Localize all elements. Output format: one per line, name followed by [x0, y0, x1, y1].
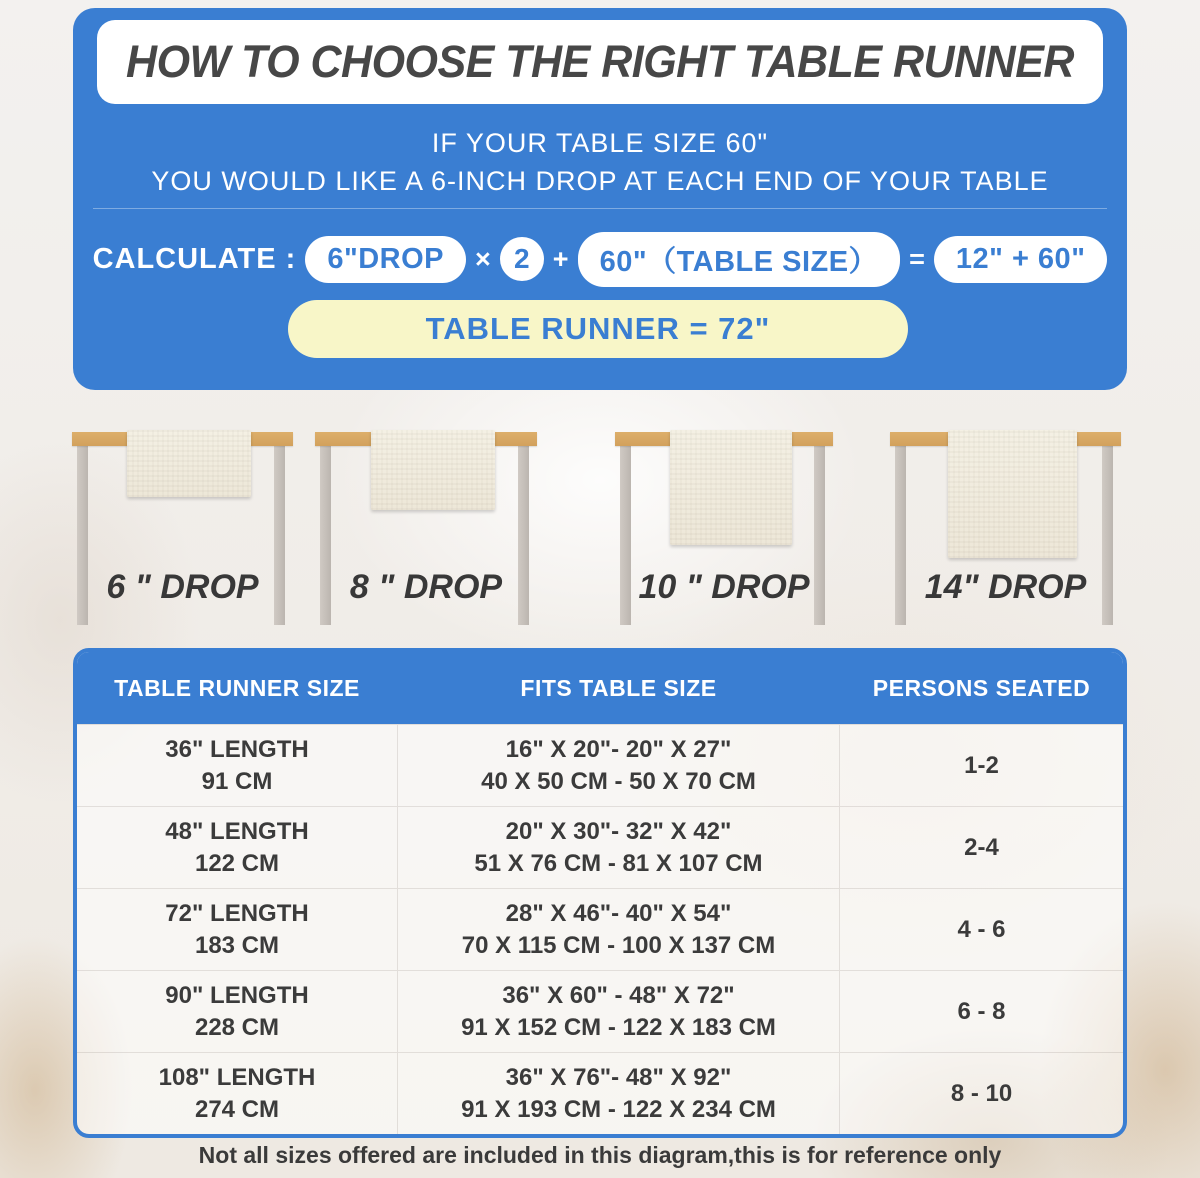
fits-size-cm: 51 X 76 CM - 81 X 107 CM	[474, 849, 763, 877]
drop-pill: 6"DROP	[305, 236, 466, 283]
column-header-fits-table-size: FITS TABLE SIZE	[520, 674, 717, 701]
persons-cell: 2-4	[964, 833, 999, 861]
fits-size-cell	[397, 807, 840, 888]
runner-size-cell	[77, 725, 397, 806]
runner-size-inches: 90" LENGTH	[165, 982, 309, 1010]
size-chart	[73, 648, 1127, 1138]
table-figure-10-drop	[615, 430, 833, 645]
equals-operator: =	[909, 243, 925, 274]
persons-cell: 6 - 8	[957, 997, 1006, 1025]
calculation-row	[73, 234, 1127, 284]
table-row	[77, 724, 1123, 806]
page-title: HOW TO CHOOSE THE RIGHT TABLE RUNNER	[126, 36, 1074, 87]
size-chart-header	[77, 652, 1123, 724]
table-figure-14-drop	[890, 430, 1121, 645]
runner-size-inches: 108" LENGTH	[158, 1064, 316, 1092]
fits-size-inches: 36" X 76"- 48" X 92"	[505, 1064, 732, 1092]
divider	[93, 208, 1107, 209]
intro-line-2: YOU WOULD LIKE A 6-INCH DROP AT EACH END OF YOUR TABLE	[151, 166, 1049, 196]
drop-label: 6 " DROP	[106, 568, 259, 606]
fits-size-inches: 20" X 30"- 32" X 42"	[505, 818, 732, 846]
sum-pill: 12" + 60"	[934, 236, 1108, 283]
table-figure-8-drop	[315, 430, 537, 645]
runner-size-cell	[77, 807, 397, 888]
runner-size-cm: 122 CM	[194, 849, 280, 877]
runner-illustration	[948, 430, 1077, 558]
title-card	[97, 20, 1103, 104]
hero-banner	[73, 8, 1127, 390]
fits-size-cm: 91 X 193 CM - 122 X 234 CM	[461, 1095, 776, 1123]
fits-size-cell	[397, 1053, 840, 1134]
drop-label: 14" DROP	[924, 568, 1087, 606]
fits-size-inches: 28" X 46"- 40" X 54"	[505, 900, 732, 928]
column-header-persons-seated: PERSONS SEATED	[872, 674, 1091, 701]
fits-size-cell	[397, 725, 840, 806]
runner-illustration	[371, 430, 495, 510]
drop-label: 10 " DROP	[638, 568, 810, 606]
fits-size-cm: 40 X 50 CM - 50 X 70 CM	[481, 767, 756, 795]
table-row	[77, 970, 1123, 1052]
persons-cell: 4 - 6	[957, 915, 1006, 943]
runner-size-inches: 48" LENGTH	[165, 818, 309, 846]
times-operator: ×	[475, 243, 491, 274]
drop-label: 8 " DROP	[349, 568, 503, 606]
fits-size-cell	[397, 971, 840, 1052]
fits-size-cm: 91 X 152 CM - 122 X 183 CM	[461, 1013, 776, 1041]
runner-illustration	[127, 430, 251, 497]
runner-size-cell	[77, 971, 397, 1052]
fits-size-inches: 16" X 20"- 20" X 27"	[505, 736, 732, 764]
table-size-pill: 60"（TABLE SIZE）	[578, 232, 901, 287]
fits-size-inches: 36" X 60" - 48" X 72"	[502, 982, 735, 1010]
table-figure-6-drop	[72, 430, 293, 645]
table-row	[77, 806, 1123, 888]
runner-size-cell	[77, 1053, 397, 1134]
fits-size-cm: 70 X 115 CM - 100 X 137 CM	[461, 931, 776, 959]
runner-size-inches: 72" LENGTH	[165, 900, 309, 928]
runner-illustration	[670, 430, 792, 545]
column-header-runner-size: TABLE RUNNER SIZE	[114, 674, 360, 701]
plus-operator: +	[552, 243, 569, 274]
runner-size-cm: 274 CM	[194, 1095, 280, 1123]
runner-size-cm: 183 CM	[194, 931, 280, 959]
persons-cell: 1-2	[964, 751, 999, 779]
fits-size-cell	[397, 889, 840, 970]
persons-cell: 8 - 10	[950, 1079, 1013, 1107]
footnote: Not all sizes offered are included in this diagram,this is for reference only	[198, 1142, 1002, 1168]
table-row	[77, 888, 1123, 970]
calculate-label: CALCULATE :	[92, 242, 297, 275]
runner-size-cm: 91 CM	[201, 767, 273, 795]
table-row	[77, 1052, 1123, 1134]
runner-size-cell	[77, 889, 397, 970]
intro-line-1: IF YOUR TABLE SIZE 60"	[431, 128, 769, 158]
runner-size-inches: 36" LENGTH	[165, 736, 309, 764]
result-pill: TABLE RUNNER = 72"	[288, 300, 908, 358]
runner-size-cm: 228 CM	[194, 1013, 280, 1041]
multiplier-badge: 2	[500, 237, 544, 281]
